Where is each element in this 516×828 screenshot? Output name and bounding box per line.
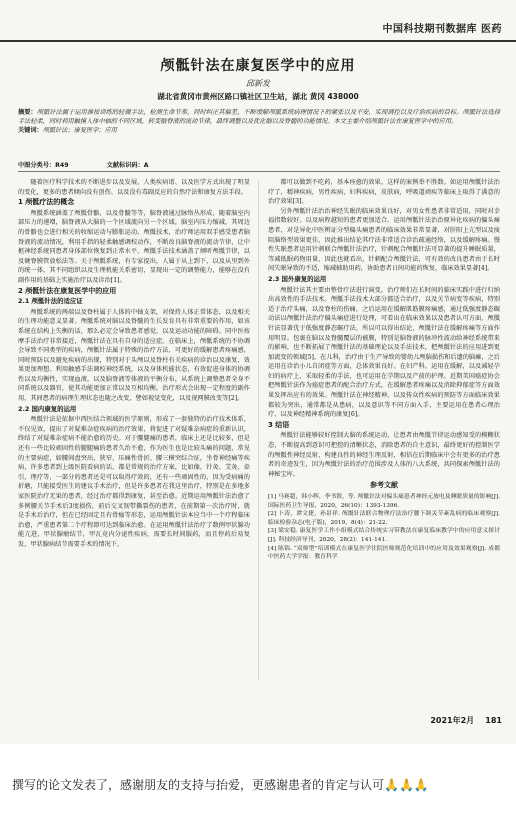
section-heading: 2.1 颅骶针法的适应证	[18, 297, 83, 306]
paper-title: 颅骶针法在康复医学中的应用	[160, 58, 356, 74]
section-heading: 2.3 国外康复的运用	[268, 274, 327, 283]
affiliation: 湖北省黄冈市黄州区路口镇社区卫生站，湖北 黄冈 438000	[157, 92, 359, 101]
header-rule	[0, 40, 516, 42]
reference-item: [4] 陈锦. “双师型”培训模式在康复医学住院医师规范化培训中的应用及效果观察[J]. 成都中医药大学学报：教育科学	[268, 545, 500, 561]
paragraph: 随着医疗科学技术的不断进步以及发展，人类疾病谱、以及医学方式出现了明显的变化，更多的患者倾向没有创伤、以及没有毒副反应的自然疗法和康复方法手段。	[18, 179, 250, 196]
keywords-text: 颅骶针法；康复医学；应用	[42, 127, 117, 134]
paragraph: 颅骶针法能够较好控制大脑的系统运动，让患者由颅骶节律运动感知受的模糊状态，不断提高到意识可把控的清晰状态，消除患者的自主意识，最终更好的控制医学的颅骶性神经反射，构建良性的神经生理反射，相信在后期临床中会有更多的治疗患者的奇迹发生，因为颅骶针法的治疗范围涉及人体的八大系统，共同探索颅骶针法的神秘宝库。	[268, 432, 500, 478]
caption-text: 撰写的论文发表了，感谢朋友的支持与抬爱，更感谢患者的肯定与认可	[12, 778, 385, 792]
section-heading: 2 颅骶针法在康复医学中的应用	[18, 286, 117, 295]
reference-item: [2] 卜涛，谭文捷，孙景祥. 颅骶针法联合物理疗法治疗腰下颌关节紊乱病的临床观察[J]. 临床检验杂志(电子版)，2019，8(4)：21-22.	[268, 511, 500, 526]
column-divider	[258, 180, 259, 680]
left-column	[18, 178, 250, 682]
section-heading: 3 结语	[268, 420, 290, 429]
doc-code: 文献标识码：A	[106, 162, 149, 169]
abstract-text: 颅骶针法属于运用推按训练的轻微手法，检测生命节奏，同时纠正其偏差，不断缓解颅骶系统病理情况下的紧张以及不安，实现调控以及疗治疾病的目标。颅骶针法选择手法轻柔，同时利用触摸人体中轴的不同区域，转变脑脊液的流动节律，最终调整以及优化脑以及脊髓的功能情况。本文主要介绍颅骶针法在康复医学中的应用。	[18, 109, 501, 125]
journal-header: 中国科技期刊数据库 医药	[382, 24, 502, 35]
classification-line	[18, 160, 185, 169]
references-heading: 参考文献	[370, 481, 398, 490]
abstract	[18, 108, 500, 135]
reference-item: [1] 马赛超，韩小辉，李书银，等. 颅骶针法对偏头痛患者神经元放电及睡眠质量的影响[J]. 国际医药卫生导报，2020，26(10)：1393-1396.	[268, 494, 500, 509]
right-column	[268, 178, 500, 682]
author: 邱新发	[246, 79, 270, 88]
post-caption	[12, 776, 429, 793]
abstract-label: 摘要：	[18, 109, 37, 116]
footer-date: 2021年2月	[430, 716, 475, 725]
section-heading: 2.2 国内康复的运用	[18, 404, 77, 413]
section-heading: 1 颅骶疗法的概念	[18, 198, 75, 207]
classification: 中图分类号：R49	[18, 162, 69, 169]
keywords-label: 关键词：	[18, 127, 43, 134]
paragraph: 另外颅骶针法治治神经失眠的临床效果良好，对男女性患者非常适用，同时对幸福指数较好。以及病程越短的患者更加适合。运用颅骶针法治治原异化疾病的偏头痛患者，对是异化中医辨证分型偏头痛患者的临床效果非常显著，对肝阳上亢型以及痰阻脑络型效果更佳，因此推出结论其疗法非常适合诊治疏通经络，以及缓解疼痛。慢性失眠患者运用针刺联合颅骶针法治疗，针刺配合颅骶针法可显著的提升睡眠质量，等减低眠药物用量，因此也就看出，针刺配合颅骶针法，可有效的改良患者由于长时间失眠导致的不适，缩减辅助用药，协助患者日间功能的恢复，临床效果显著[4]。	[268, 207, 500, 273]
page-footer	[430, 715, 502, 726]
paragraph: 颅骶系统涵盖了颅骶骨骼，以及骨髓等等，脑脊液通过脉络丛形成，随着脑室内部压力的递增，脑脊液从大脑的一个区域流向另一个区域，脑室内压力缩减，其周边的骨骼也会进行相关的收缩运动与膨胀运动。颅骶技术，治疗师运用双手感受患者脑脊液的流动情况，利用手指的轻柔触感调校动作，不断改良脑脊液的流动节律，让中枢神经系统同患者身体部位恢复到正常水平，颅骶手法技术涵盖了倾听颅骶节律，以及硬脊膜管放松法等。关于颅骶系统，有专家提出，人属于从上到下，以及从里到外的统一体，其不同组织以及生理机能关系密切，显现出一定的调整能力，能够在没有副作用的基础上实施治疗以及诊治[1]。	[18, 209, 250, 284]
paragraph: 颅骶针法是依据中西医结合领域的医学原则，形成了一套独特的治疗技术体系，不仅见效，提出了对疑难杂症疾病的治疗效果，将促进了对疑难杂病症的重新认识，终结了对疑难杂症病不能治愈的历史。对于腰腿痛的患者，临床上还是比较多，但是还有一些比较顽固性的腿腿痛的患者久治不愈，作为医生也是比较头痛的问题，常见的主要病症，如腰间盘突出，狭窄，压痛性骨折、腰三横突综合征，坐骨神经痛等疾病，许多患者到上级医院看病的话，都是常规的治疗方案，比如像，针灸、艾灸、牵引、理疗等，一部分的患者还是可以取得疗效的，还有一些顽固性的，因为受病痛的折磨，只能接受医生的建议手术治疗，但是许多患者在我这里治疗，特别是在多地多家医院治疗无果的患者，经过治疗都得到康复，甚至治愈。近期运用颅骶针法治愈了多例腰关节手术后3度损伤，前后交叉韧带撕裂伤的患者，在前期第一次治疗时，就是手术后治疗，但在已经固定且有骨痂等形态，运用颅骶针法本应当中一个疗程临床治愈，严重患者第二个疗程即可达到临床治愈。在运用颅骶针法治疗了数例甲状腺功能亢进，甲状腺瘤结节，甲瓦竟内分泌性疾病，需要长时间服药，而且停药后易复发，甲状腺病结节需要手术的情况下，	[18, 416, 250, 548]
page-number: 181	[485, 716, 502, 725]
pray-hands-icon: 🙏🙏🙏	[384, 778, 429, 792]
paragraph: 都可以做到不吃药，基本痊愈的效果。这样的案例举不胜数。如运用颅骶针法治疗了，精神疾病，男性疾病，妇科疾病，皮肤病，呼吸道顽疾等临床上取得了满意的治疗效果[3]。	[268, 179, 500, 206]
paragraph: 颅骶针法其主要由整骨疗法进行演变，治疗师们在长时间的临床实践中进行归纳出高效性的手法技术。颅骶手法技术大部分都适合治疗，以及关节病变等疾病，特别适于治疗头痛，以及脊柱的伤痛，之后运用在缓解肌筋膜疼痛感，通过低强度静态碾动法以颅骶针法治疗偏头痛症进行处理，可看出在临床效果以及患者认可方面，颅骶针法显著优于低强度静态碾疗法，所以可以得出结论，颅骶针法在缓解疼痛等方面作用明显。包裹在脑以及脊髓覆层的被膜，特别是脑脊液的脉冲性波动给神经系统带来的影响，也不断拓展了颅骶针法的基础理论以及手法技术，把颅骶针法的应用进到更加流变的领域[5]，在儿科，治疗由于生产导致的婴幼儿颅脑损伤和后遗的脑瘫，之后运用在诊治小儿自闭症等方面，总体效果良好。在妇产科，运用在缓解，以及减轻孕妇的病疗上，采取轻柔的手法，也可运用在孕期以及产前的护理。近期美国癌症协会把颅骶针法作为癌症患者的配合治疗方式，在缓解患者疼痛以及消除抑郁症等方面效果发挥出应有的效果。颅骶针法在神经精神，以及传众性疾病的预防等方面临床效果都较为突出，通常都是从患病，以及意识等不同方面入手，主要运用在患者心理治疗，以及神经精神系统的康复[6]。	[268, 286, 500, 419]
abstract-rule	[18, 171, 500, 172]
reference-item: [3] 梁安稳. 康复医学工作小组模式结合传统实习带教法在康复临床教学中的应用意义探讨[J]. 科技经济导刊，2020，28(2)：141-141.	[268, 528, 500, 543]
paragraph: 颅骶系统的两端以及脊柱属于人体的中轴支架，对保持人体正常体态，以及相关的生理功能意义显著。颅骶系统对脑以及脊髓的生长发育具有非常重要的作用，如该系统在结构上失衡的话，那么必定会导致患者感觉，以及运动功能的障碍。同中医按摩手法治疗非常接近，颅骶针法在具有自身的适应症。在临床上，颅骶系统的不协调会导致不同类型的疾病，颅骶针法属于特殊的治疗方法，可更好的缓解患者疼痛感，同时预防以及避免疾病的出现，特别对于头颅以及脊柱有关疾病的诊治以及康复，效果更加理想。利用触感手法调校神经系统，以及身体机能状态，有效促进身体的协调性以及均衡性，实现血液，以及脑脊液等体液的平衡分布，从系统上调整患者全身不同系统以及器官，使其功能更加正常以及互相均衡。治疗形式会出现一定程度的副作用，其间患者的病理生理状态也随之改变，譬如视觉变化，以及视网膜改变等[2]。	[18, 308, 250, 403]
